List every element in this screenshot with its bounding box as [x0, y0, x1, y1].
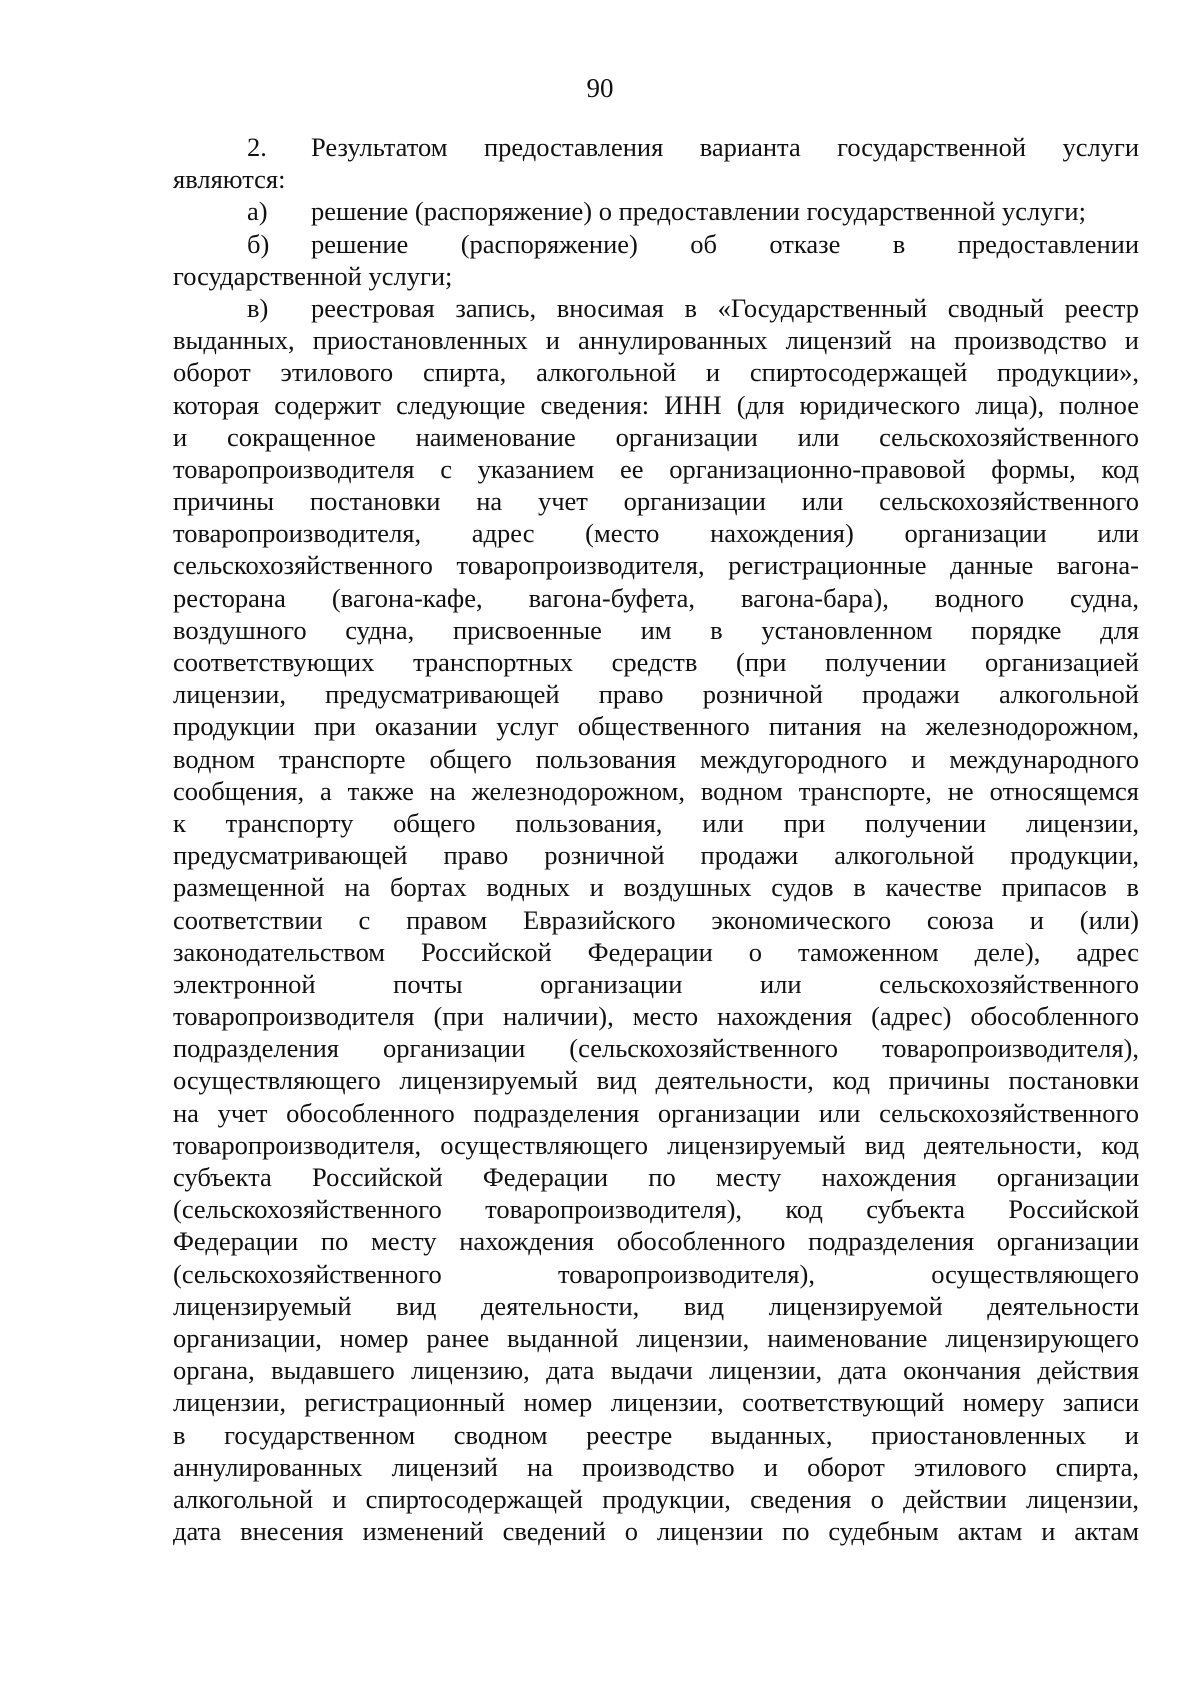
paragraph-line: к транспорту общего пользования, или при получении лицензии, — [173, 807, 1139, 838]
paragraph-line: государственной услуги; — [173, 260, 453, 291]
paragraph-line: подразделения организации (сельскохозяйственного товаропроизводителя), — [173, 1033, 1139, 1064]
paragraph-line: причины постановки на учет организации или сельскохозяйственного — [173, 486, 1139, 517]
paragraph-line: лицензии, регистрационный номер лицензии, соответствующий номеру записи — [173, 1387, 1139, 1418]
paragraph-line: субъекта Российской Федерации по месту нахождения организации — [173, 1162, 1139, 1192]
paragraph-line: законодательством Российской Федерации о таможенном деле), адрес — [173, 936, 1139, 967]
paragraph-line: соответствующих транспортных средств (при получении организацией — [173, 647, 1139, 677]
paragraph-line: товаропроизводителя с указанием ее организационно-правовой формы, код — [173, 453, 1139, 484]
paragraph-line: размещенной на бортах водных и воздушных судов в качестве припасов в — [173, 872, 1139, 903]
paragraph-line: осуществляющего лицензируемый вид деятельности, код причины постановки — [173, 1065, 1139, 1096]
list-marker: 2. — [247, 132, 267, 162]
paragraph-line: предусматривающей право розничной продажи алкогольной продукции, — [173, 840, 1139, 871]
paragraph-line: оборот этилового спирта, алкогольной и спиртосодержащей продукции», — [173, 357, 1139, 388]
paragraph-line: электронной почты организации или сельскохозяйственного — [173, 968, 1139, 999]
paragraph-line: в государственном сводном реестре выданных, приостановленных и — [173, 1419, 1139, 1450]
paragraph-line: и сокращенное наименование организации или сельскохозяйственного — [173, 421, 1139, 452]
paragraph-line: алкогольной и спиртосодержащей продукции, сведения о действии лицензии, — [173, 1483, 1139, 1514]
paragraph-line: а) решение (распоряжение) о предоставлении государственной услуги; — [247, 196, 1086, 227]
page-number: 90 — [586, 73, 614, 103]
paragraph-line: 2. Результатом предоставления варианта государственной услуги — [247, 132, 1139, 162]
paragraph-line: выданных, приостановленных и аннулированных лицензий на производство и — [173, 325, 1139, 356]
paragraph-line: воздушного судна, присвоенные им в установленном порядке для — [173, 614, 1139, 645]
paragraph-line: (сельскохозяйственного товаропроизводителя), код субъекта Российской — [173, 1194, 1139, 1225]
paragraph-line: продукции при оказании услуг общественного питания на железнодорожном, — [173, 711, 1139, 742]
paragraph-line: ресторана (вагона-кафе, вагона-буфета, вагона-бара), водного судна, — [173, 582, 1139, 613]
paragraph-line: организации, номер ранее выданной лицензии, наименование лицензирующего — [173, 1322, 1139, 1353]
paragraph-line: сообщения, а также на железнодорожном, водном транспорте, не относящемся — [173, 775, 1139, 806]
paragraph-line: соответствии с правом Евразийского экономического союза и (или) — [173, 904, 1139, 935]
paragraph-line: (сельскохозяйственного товаропроизводителя), осуществляющего — [173, 1258, 1139, 1289]
paragraph-line: органа, выдавшего лицензию, дата выдачи лицензии, дата окончания действия — [173, 1355, 1139, 1386]
paragraph-line: товаропроизводителя, осуществляющего лицензируемый вид деятельности, код — [173, 1129, 1139, 1160]
list-marker: б) — [247, 228, 270, 259]
paragraph-line: лицензии, предусматривающей право розничной продажи алкогольной — [173, 679, 1139, 710]
list-marker: а) — [247, 196, 268, 227]
paragraph-line: аннулированных лицензий на производство и оборот этилового спирта, — [173, 1451, 1139, 1482]
paragraph-line: являются: — [173, 164, 286, 195]
paragraph-line: товаропроизводителя (при наличии), место нахождения (адрес) обособленного — [173, 1001, 1139, 1032]
paragraph-line: дата внесения изменений сведений о лицензии по судебным актам и актам — [173, 1516, 1139, 1547]
paragraph-line: б) решение (распоряжение) об отказе в предоставлении — [247, 228, 1139, 259]
paragraph-line: на учет обособленного подразделения организации или сельскохозяйственного — [173, 1097, 1139, 1128]
paragraph-line: товаропроизводителя, адрес (место нахождения) организации или — [173, 518, 1139, 549]
paragraph-line: лицензируемый вид деятельности, вид лицензируемой деятельности — [173, 1290, 1139, 1321]
paragraph-line: которая содержит следующие сведения: ИНН (для юридического лица), полное — [173, 389, 1139, 420]
paragraph-line: водном транспорте общего пользования междугородного и международного — [173, 743, 1139, 774]
list-marker: в) — [247, 292, 269, 323]
paragraph-line: Федерации по месту нахождения обособленного подразделения организации — [173, 1226, 1139, 1257]
paragraph-line: сельскохозяйственного товаропроизводителя, регистрационные данные вагона- — [173, 550, 1139, 581]
paragraph-line: в) реестровая запись, вносимая в «Государственный сводный реестр — [247, 292, 1139, 323]
document-body — [173, 131, 1139, 1547]
